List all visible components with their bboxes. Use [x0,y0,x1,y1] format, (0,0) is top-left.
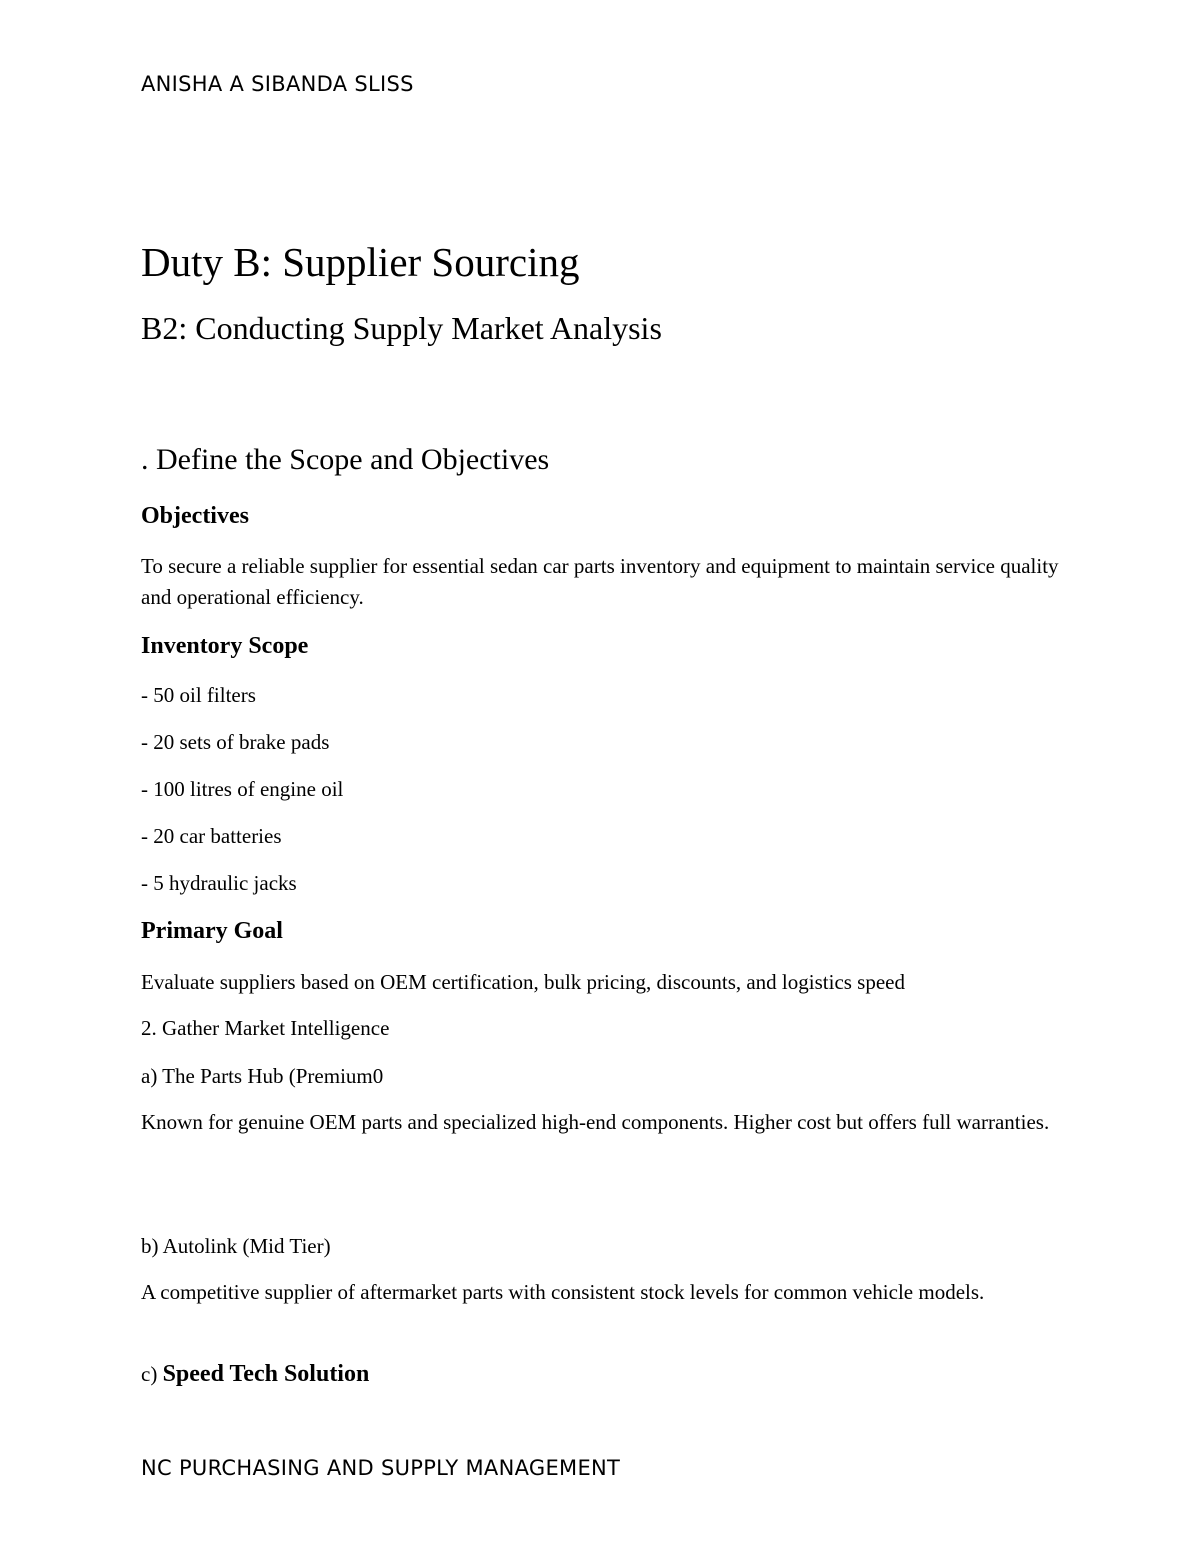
page-header: ANISHA A SIBANDA SLISS [141,72,414,96]
inventory-scope-heading: Inventory Scope [141,633,309,659]
inventory-item: - 20 car batteries [141,824,282,848]
primary-goal-text: Evaluate suppliers based on OEM certification, bulk pricing, discounts, and logistics speed [141,970,905,994]
supplier-c-name: Speed Tech Solution [162,1361,370,1387]
supplier-b-title: b) Autolink (Mid Tier) [141,1234,331,1258]
objectives-heading: Objectives [141,503,249,529]
primary-goal-heading: Primary Goal [141,918,283,944]
inventory-item: - 100 litres of engine oil [141,777,344,801]
supplier-a-text: Known for genuine OEM parts and specialized high-end components. Higher cost but offers full warranties. [141,1110,1050,1134]
objectives-text: To secure a reliable supplier for essential sedan car parts inventory and equipment to maintain service quality and operational efficiency. [141,554,1059,609]
inventory-item: - 20 sets of brake pads [141,730,330,754]
supplier-c-prefix: c) [141,1362,163,1386]
inventory-item: - 50 oil filters [141,683,256,707]
page-footer: NC PURCHASING AND SUPPLY MANAGEMENT [141,1456,621,1480]
document-subtitle: B2: Conducting Supply Market Analysis [141,310,662,346]
document-title: Duty B: Supplier Sourcing [141,239,580,285]
inventory-item: - 5 hydraulic jacks [141,871,297,895]
supplier-b-text: A competitive supplier of aftermarket parts with consistent stock levels for common vehicle models. [141,1280,985,1304]
section-heading-scope: . Define the Scope and Objectives [141,443,550,476]
supplier-a-title: a) The Parts Hub (Premium0 [141,1064,384,1088]
section-heading-market-intelligence: 2. Gather Market Intelligence [141,1016,390,1040]
supplier-c-title [141,1359,369,1390]
